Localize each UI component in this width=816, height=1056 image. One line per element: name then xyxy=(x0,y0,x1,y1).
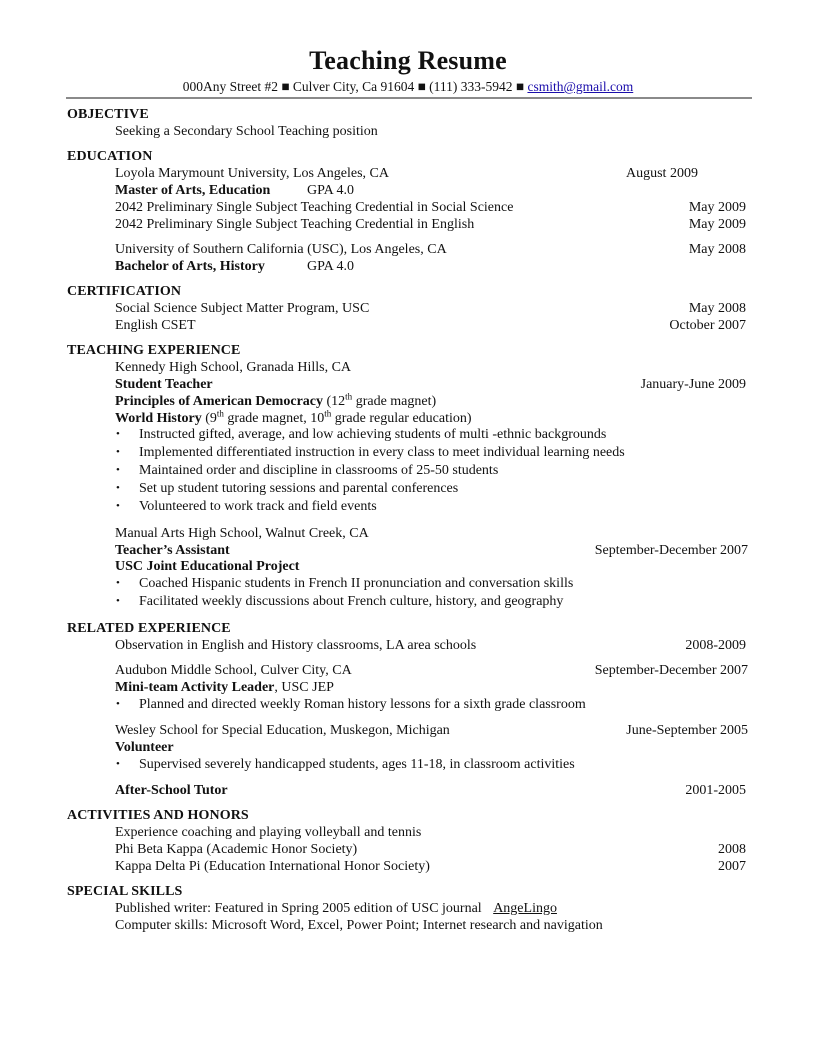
job1-title: Student Teacher xyxy=(115,377,213,392)
bullet-icon: • xyxy=(116,577,120,589)
job2-date: September-December 2007 xyxy=(594,543,748,558)
job2-school: Manual Arts High School, Walnut Creek, CA xyxy=(115,526,369,541)
skill-computer: Computer skills: Microsoft Word, Excel, Power Point; Internet research and navigation xyxy=(115,918,603,933)
objective-text: Seeking a Secondary School Teaching position xyxy=(115,124,378,139)
job1-course-world-history xyxy=(115,410,472,427)
list-item: Volunteered to work track and field events xyxy=(139,499,377,514)
bullet-icon: • xyxy=(116,758,120,770)
role-title: Mini-team Activity Leader xyxy=(115,680,275,695)
list-item: Supervised severely handicapped students, ages 11-18, in classroom activities xyxy=(139,757,575,772)
bullet-icon: • xyxy=(116,595,120,607)
education-heading: EDUCATION xyxy=(67,149,153,164)
teaching-heading: TEACHING EXPERIENCE xyxy=(67,343,241,358)
course-detail: grade magnet, 10 xyxy=(223,411,325,426)
page-title: Teaching Resume xyxy=(309,46,507,75)
list-item: Facilitated weekly discussions about French culture, history, and geography xyxy=(139,594,564,609)
wesley-school: Wesley School for Special Education, Muskegon, Michigan xyxy=(115,723,450,738)
usc-degree: Bachelor of Arts, History xyxy=(115,259,265,274)
ordinal-suffix: th xyxy=(324,408,332,419)
bullet-icon: • xyxy=(116,446,120,458)
credential-social-science: 2042 Preliminary Single Subject Teaching Credential in Social Science xyxy=(115,200,514,215)
activity-date: 2007 xyxy=(718,859,746,874)
activity-item: Experience coaching and playing volleyball and tennis xyxy=(115,825,422,840)
job1-school: Kennedy High School, Granada Hills, CA xyxy=(115,360,352,375)
usc-school: University of Southern California (USC), Los Angeles, CA xyxy=(115,242,447,257)
address: 000Any Street #2 xyxy=(182,79,278,94)
audubon-date: September-December 2007 xyxy=(594,663,748,678)
activity-date: 2008 xyxy=(718,842,746,857)
job2-project: USC Joint Educational Project xyxy=(115,559,300,574)
skill-writer xyxy=(115,900,557,917)
tutor-title: After-School Tutor xyxy=(115,783,228,798)
activity-item: Phi Beta Kappa (Academic Honor Society) xyxy=(115,842,358,857)
course-detail: grade regular education) xyxy=(331,411,472,426)
credential-english: 2042 Preliminary Single Subject Teaching Credential in English xyxy=(115,217,475,232)
separator: ■ xyxy=(281,79,290,94)
role-org: , USC JEP xyxy=(274,680,334,695)
tutor-date: 2001-2005 xyxy=(685,783,746,798)
lmu-date: August 2009 xyxy=(626,166,698,181)
credential-social-science-date: May 2009 xyxy=(688,200,746,215)
list-item: Instructed gifted, average, and low achieving students of multi -ethnic backgrounds xyxy=(139,427,607,442)
certification-date: May 2008 xyxy=(688,301,746,316)
audubon-school: Audubon Middle School, Culver City, CA xyxy=(115,663,352,678)
email-link[interactable]: csmith@gmail.com xyxy=(527,79,634,94)
journal-link[interactable]: AngeLingo xyxy=(493,901,557,916)
contact-line xyxy=(0,79,816,95)
list-item: Coached Hispanic students in French II pronunciation and conversation skills xyxy=(139,576,574,591)
credential-english-date: May 2009 xyxy=(688,217,746,232)
list-item: Maintained order and discipline in classrooms of 25-50 students xyxy=(139,463,499,478)
bullet-icon: • xyxy=(116,428,120,440)
course-detail: (9 xyxy=(201,411,217,426)
certification-item: English CSET xyxy=(115,318,196,333)
certification-date: October 2007 xyxy=(669,318,746,333)
bullet-icon: • xyxy=(116,464,120,476)
observation: Observation in English and History classrooms, LA area schools xyxy=(115,638,477,653)
course-detail: grade magnet) xyxy=(352,394,437,409)
lmu-gpa: GPA 4.0 xyxy=(307,183,354,198)
job1-date: January-June 2009 xyxy=(640,377,746,392)
list-item: Set up student tutoring sessions and parental conferences xyxy=(139,481,459,496)
objective-heading: OBJECTIVE xyxy=(67,107,149,122)
certification-heading: CERTIFICATION xyxy=(67,284,182,299)
bullet-icon: • xyxy=(116,500,120,512)
list-item: Implemented differentiated instruction in every class to meet individual learning needs xyxy=(139,445,625,460)
skills-heading: SPECIAL SKILLS xyxy=(67,884,183,899)
job2-title: Teacher’s Assistant xyxy=(115,543,230,558)
bullet-icon: • xyxy=(116,482,120,494)
usc-gpa: GPA 4.0 xyxy=(307,259,354,274)
usc-date: May 2008 xyxy=(688,242,746,257)
city: Culver City, Ca 91604 xyxy=(292,79,415,94)
observation-date: 2008-2009 xyxy=(685,638,746,653)
phone: (111) 333-5942 xyxy=(429,79,513,94)
separator: ■ xyxy=(515,79,525,94)
related-heading: RELATED EXPERIENCE xyxy=(67,621,231,636)
wesley-date: June-September 2005 xyxy=(626,723,748,738)
lmu-school: Loyola Marymount University, Los Angeles, CA xyxy=(115,166,390,181)
skill-writer-text: Published writer: Featured in Spring 2005 edition of USC journal xyxy=(115,901,482,916)
course-name: World History xyxy=(115,411,202,426)
course-detail: (12 xyxy=(323,394,346,409)
ordinal-suffix: th xyxy=(216,408,224,419)
certification-item: Social Science Subject Matter Program, USC xyxy=(115,301,370,316)
job1-course-democracy xyxy=(115,393,436,410)
audubon-role xyxy=(115,679,334,696)
wesley-title: Volunteer xyxy=(115,740,174,755)
activity-item: Kappa Delta Pi (Education International Honor Society) xyxy=(115,859,430,874)
header-divider xyxy=(66,97,752,99)
activities-heading: ACTIVITIES AND HONORS xyxy=(67,808,249,823)
course-name: Principles of American Democracy xyxy=(115,394,323,409)
separator: ■ xyxy=(417,79,426,94)
list-item: Planned and directed weekly Roman history lessons for a sixth grade classroom xyxy=(139,697,586,712)
bullet-icon: • xyxy=(116,698,120,710)
ordinal-suffix: th xyxy=(345,391,353,402)
lmu-degree: Master of Arts, Education xyxy=(115,183,271,198)
